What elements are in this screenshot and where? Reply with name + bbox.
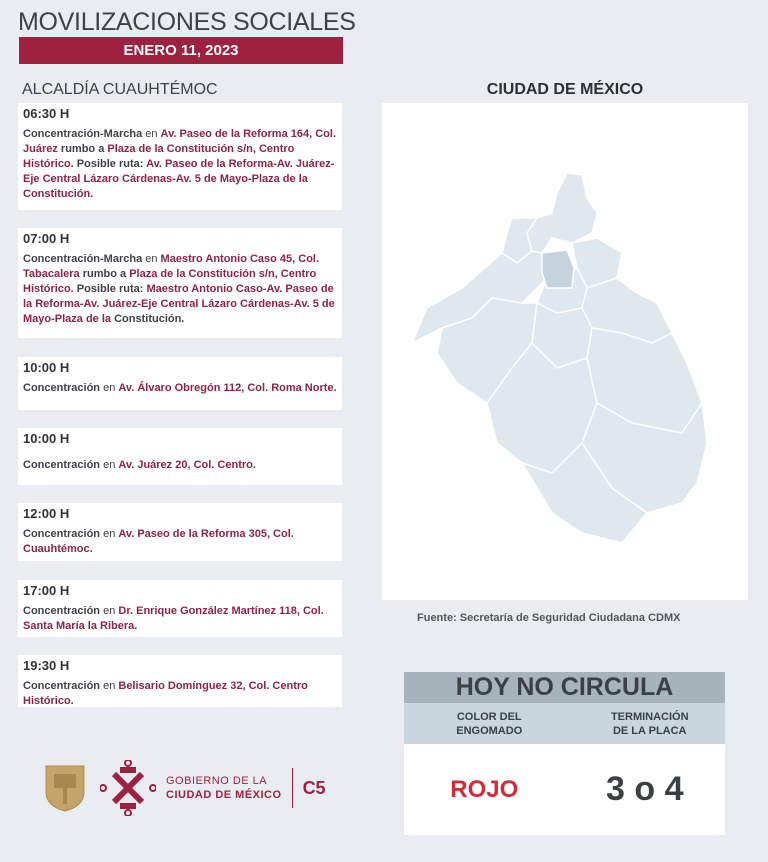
event-description	[23, 679, 337, 709]
alcaldia-heading: ALCALDÍA CUAUHTÉMOC	[22, 81, 218, 98]
description-segment: Concentración	[23, 528, 104, 540]
description-segment: en	[103, 528, 119, 540]
description-segment: rumbo a	[57, 143, 108, 155]
description-segment: Belisario Domínguez 32, Col. Centro Histórico.	[23, 680, 308, 707]
description-segment: Plaza de la Constitución s/n, Centro Histórico.	[23, 143, 295, 170]
event-card	[18, 503, 342, 561]
description-segment: en	[103, 605, 119, 617]
date-banner: ENERO 11, 2023	[19, 37, 343, 64]
description-segment: Av. Paseo de la Reforma-Av. Juárez-Eje Central Lázaro Cárdenas-Av. 5 de Mayo-Plaza de la Constitución.	[23, 158, 335, 200]
map-title: CIUDAD DE MÉXICO	[486, 81, 644, 98]
event-time: 17:00 H	[23, 583, 70, 598]
description-segment: Concentración	[23, 459, 104, 471]
event-description	[23, 458, 337, 473]
description-segment: Maestro Antonio Caso 45, Col. Tabacalera	[23, 253, 320, 280]
cdmx-shield-icon	[44, 764, 86, 812]
event-card	[18, 428, 342, 485]
event-card	[18, 357, 342, 410]
cuauhtemoc-highlight	[542, 250, 574, 288]
description-segment: Concentración	[23, 605, 104, 617]
event-card	[18, 103, 342, 210]
event-card	[18, 655, 342, 707]
gob-line2: CIUDAD DE MÉXICO	[166, 789, 282, 801]
c5-logo: C5	[302, 777, 326, 798]
description-segment: en	[103, 382, 119, 394]
description-segment: en	[103, 459, 119, 471]
map-source: Fuente: Secretaría de Seguridad Ciudadana CDMX	[417, 612, 681, 624]
description-segment: en	[145, 253, 161, 265]
hnc-plate-value: 3 o 4	[606, 770, 684, 808]
gob-line1: GOBIERNO DE LA	[166, 775, 268, 787]
description-segment: Concentración	[23, 680, 104, 692]
description-segment: Concentración	[23, 382, 104, 394]
event-time: 06:30 H	[23, 106, 70, 121]
description-segment: Posible ruta:	[73, 158, 147, 170]
event-time: 19:30 H	[23, 658, 70, 673]
description-segment: Constitución.	[114, 313, 185, 325]
description-segment: Av. Juárez 20, Col. Centro.	[118, 459, 256, 471]
page-title: MOVILIZACIONES SOCIALES	[18, 8, 356, 36]
event-card	[18, 228, 342, 338]
event-card	[18, 580, 342, 637]
description-segment: Av. Álvaro Obregón 112, Col. Roma Norte.	[118, 382, 337, 394]
logo-divider	[292, 768, 293, 808]
description-segment: Posible ruta:	[73, 283, 147, 295]
description-segment: Concentración-Marcha	[23, 253, 146, 265]
event-description	[23, 127, 337, 202]
hnc-color-value: ROJO	[450, 775, 519, 803]
event-description	[23, 527, 337, 557]
footer-logos	[44, 760, 326, 816]
description-segment: Dr. Enrique González Martínez 118, Col. Santa María la Ribera.	[23, 605, 324, 632]
hnc-plate-header: TERMINACIÓN DE LA PLACA	[610, 711, 689, 737]
event-time: 07:00 H	[23, 231, 70, 246]
cdmx-emblem-icon	[100, 760, 156, 816]
description-segment: en	[103, 680, 119, 692]
event-description	[23, 604, 337, 634]
hnc-color-header: COLOR DEL ENGOMADO	[456, 711, 523, 737]
description-segment: en	[145, 128, 161, 140]
hnc-title: HOY NO CIRCULA	[404, 672, 725, 703]
event-description	[23, 252, 337, 327]
description-segment: Av. Paseo de la Reforma 305, Col. Cuauhtémoc.	[23, 528, 294, 555]
description-segment: Maestro Antonio Caso-Av. Paseo de la Reforma-Av. Juárez-Eje Central Lázaro Cárdenas-Av. 5 de Mayo-Plaza de la	[23, 283, 335, 325]
cdmx-map	[382, 103, 748, 600]
hoy-no-circula-panel	[404, 672, 725, 835]
description-segment: Av. Paseo de la Reforma 164, Col. Juárez	[23, 128, 337, 155]
event-time: 10:00 H	[23, 431, 70, 446]
description-segment: rumbo a	[79, 268, 130, 280]
event-time: 10:00 H	[23, 360, 70, 375]
event-description	[23, 381, 337, 396]
event-time: 12:00 H	[23, 506, 70, 521]
description-segment: Concentración-Marcha	[23, 128, 146, 140]
description-segment: Plaza de la Constitución s/n, Centro Histórico.	[23, 268, 317, 295]
